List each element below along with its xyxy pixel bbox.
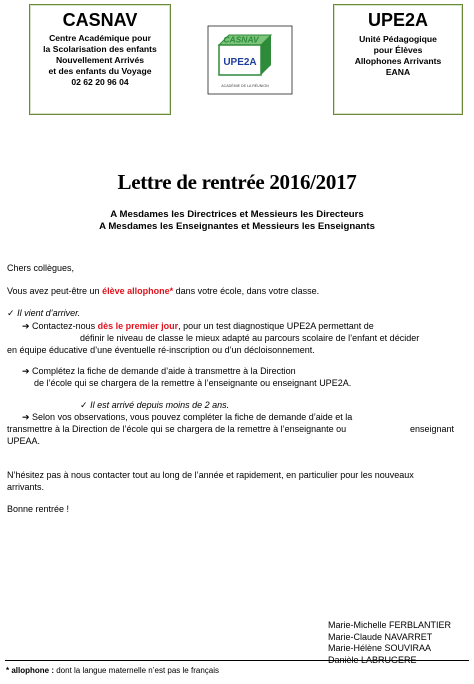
case-arrived-step-a bbox=[22, 321, 374, 332]
step-text: transmettre à la Direction de l’école qui se chargera de la remettre à l’enseignante ou bbox=[7, 424, 347, 434]
logo-top-text: CASNAV bbox=[223, 34, 259, 45]
upe2a-header-box bbox=[333, 4, 463, 115]
step-text: , pour un test diagnostique UPE2A permettant de bbox=[178, 321, 374, 331]
step-text: définir le niveau de classe le mieux adapté au parcours scolaire de l’enfant et décider bbox=[80, 333, 420, 343]
upe2a-title: UPE2A bbox=[367, 10, 429, 30]
upe2a-line: pour Élèves bbox=[373, 45, 423, 55]
intro-text: Vous avez peut-être un bbox=[7, 286, 103, 296]
signature-name: Marie-Hélène SOUVIRAA bbox=[328, 643, 432, 653]
arrow-right-icon: ➔ bbox=[22, 366, 30, 376]
case-arrived-label: Il vient d’arriver. bbox=[17, 308, 81, 318]
contact-paragraph: arrivants. bbox=[7, 482, 45, 492]
logo-bottom-text: UPE2A bbox=[223, 57, 257, 68]
casnav-line: Centre Académique pour bbox=[49, 33, 151, 43]
upe2a-line: Allophones Arrivants bbox=[354, 56, 442, 66]
upe2a-line: Unité Pédagogique bbox=[359, 34, 437, 44]
case-recent-step bbox=[22, 412, 352, 423]
footnote-divider bbox=[5, 660, 469, 661]
logo-caption: ACADÉMIE DE LA RÉUNION bbox=[221, 84, 269, 88]
step-highlight: dès le premier jour bbox=[97, 321, 179, 331]
step-text: UPEAA. bbox=[7, 436, 41, 446]
footnote-definition: dont la langue maternelle n’est pas le français bbox=[54, 666, 219, 675]
check-icon: ✓ bbox=[7, 308, 15, 318]
step-text: Selon vos observations, vous pouvez compléter la fiche de demande d’aide et la bbox=[29, 412, 353, 422]
step-text: Complétez la fiche de demande d’aide à transmettre à la Direction bbox=[29, 366, 296, 376]
casnav-phone: 02 62 20 96 04 bbox=[71, 77, 129, 87]
signature-name: Danièle LABRUGERE bbox=[328, 654, 417, 665]
step-text: de l’école qui se chargera de la remettre à l’enseignante ou enseignant UPE2A. bbox=[34, 378, 352, 388]
casnav-line: la Scolarisation des enfants bbox=[43, 44, 157, 54]
addressee-line: A Mesdames les Enseignantes et Messieurs les Enseignants bbox=[99, 221, 375, 232]
casnav-line: Nouvellement Arrivés bbox=[55, 55, 145, 65]
closing: Bonne rentrée ! bbox=[7, 504, 70, 514]
step-text: Contactez-nous bbox=[29, 321, 98, 331]
casnav-title: CASNAV bbox=[62, 10, 138, 30]
case-arrived-step-b bbox=[22, 366, 296, 377]
case-recent-heading bbox=[80, 400, 229, 411]
signature-name: Marie-Michelle FERBLANTIER bbox=[328, 620, 452, 630]
footnote bbox=[6, 666, 219, 675]
addressee-line: A Mesdames les Directrices et Messieurs les Directeurs bbox=[110, 209, 364, 220]
step-text: en équipe éducative d’une éventuelle ré-inscription ou d’un décloisonnement. bbox=[7, 345, 315, 355]
arrow-right-icon: ➔ bbox=[22, 412, 30, 422]
case-arrived-heading bbox=[7, 308, 80, 319]
signature-name: Marie-Claude NAVARRET bbox=[328, 631, 433, 642]
casnav-upe2a-logo bbox=[207, 25, 293, 95]
casnav-line: et des enfants du Voyage bbox=[48, 66, 152, 76]
intro-text: dans votre école, dans votre classe. bbox=[173, 286, 320, 296]
casnav-header-box bbox=[29, 4, 171, 115]
arrow-right-icon: ➔ bbox=[22, 321, 30, 331]
upe2a-line: EANA bbox=[385, 67, 411, 77]
footnote-term: * allophone : bbox=[6, 666, 54, 675]
intro-paragraph bbox=[7, 286, 319, 297]
contact-paragraph: N’hésitez pas à nous contacter tout au long de l’année et rapidement, en particulier pour les nouveaux bbox=[7, 470, 414, 480]
intro-highlight: élève allophone* bbox=[102, 286, 174, 296]
logo-graphic bbox=[207, 25, 293, 95]
salutation: Chers collègues, bbox=[7, 263, 75, 273]
document-title: Lettre de rentrée 2016/2017 bbox=[117, 170, 357, 194]
step-text: enseignant bbox=[410, 424, 455, 434]
case-recent-label: Il est arrivé depuis moins de 2 ans. bbox=[90, 400, 230, 410]
check-icon: ✓ bbox=[80, 400, 88, 410]
